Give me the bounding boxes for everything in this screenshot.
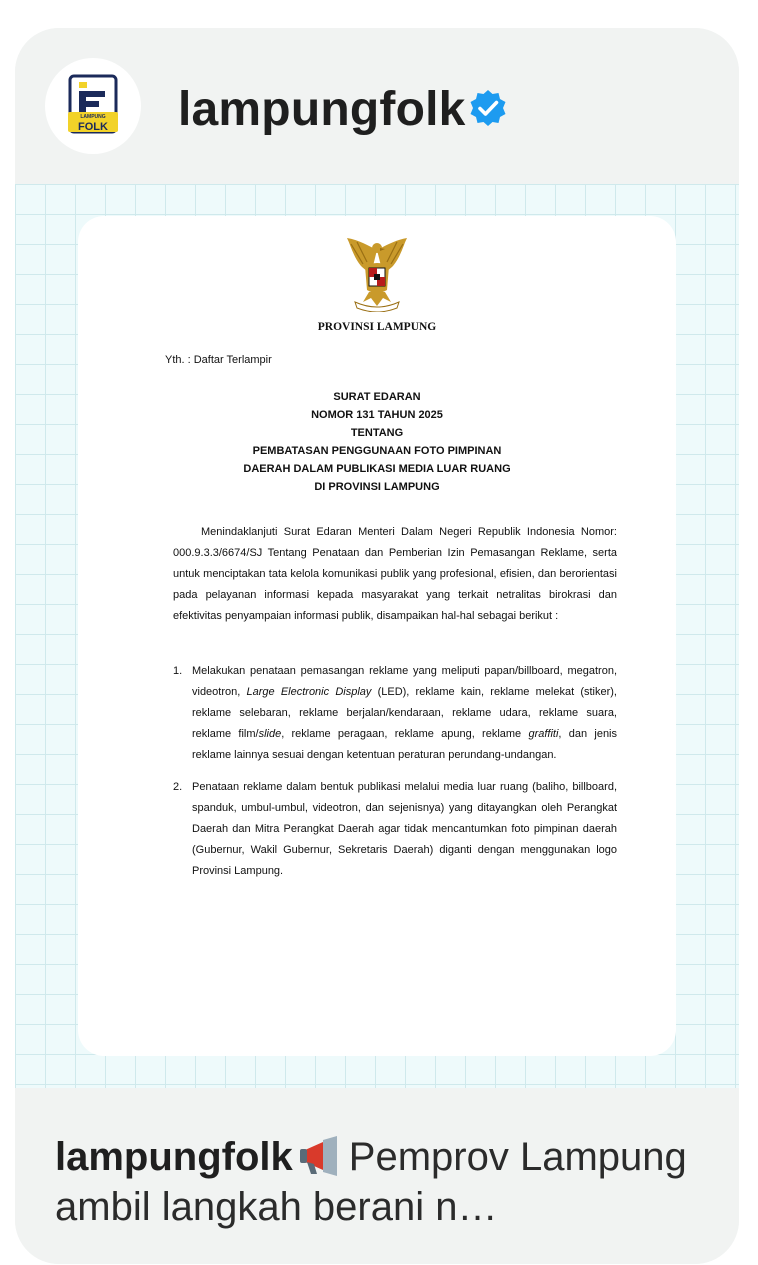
- verified-badge-icon: [468, 88, 508, 128]
- caption-text: [55, 1132, 715, 1232]
- document-title: [78, 388, 676, 496]
- title-line: NOMOR 131 TAHUN 2025: [311, 409, 443, 421]
- list-item-italic: graffiti: [528, 728, 559, 740]
- list-item-text: (LED), reklame kain, reklame melekat (stiker), reklame selebaran, reklame berjalan/kendaraan, reklame udara, reklame suara, reklame film/: [192, 686, 617, 740]
- list-item-text: , dan jenis reklame lainnya sesuai dengan ketentuan peraturan perundang-undangan.: [192, 728, 618, 761]
- avatar[interactable]: [45, 58, 141, 154]
- title-line: PEMBATASAN PENGGUNAAN FOTO PIMPINAN: [252, 445, 502, 457]
- title-line: SURAT EDARAN: [333, 391, 421, 403]
- list-item-italic: Large Electronic Display: [246, 686, 372, 698]
- numbered-list: [173, 661, 617, 893]
- lampungfolk-logo-icon: [67, 74, 119, 134]
- megaphone-icon: [297, 1136, 343, 1176]
- list-item-number: 1.: [173, 665, 183, 677]
- post-header: [15, 28, 739, 184]
- caption-body: Pemprov Lampung ambil langkah berani n…: [55, 1135, 687, 1229]
- province-header: PROVINSI LAMPUNG: [317, 321, 437, 333]
- list-item: [173, 777, 617, 882]
- garuda-emblem-icon: [341, 236, 413, 312]
- list-item-italic: slide: [258, 728, 282, 740]
- logo-text-bottom: FOLK: [78, 121, 108, 133]
- title-line: DAERAH DALAM PUBLIKASI MEDIA LUAR RUANG: [243, 463, 511, 475]
- logo-text-top: LAMPUNG: [80, 114, 106, 120]
- title-line: TENTANG: [350, 427, 404, 439]
- addressee-line: Yth. : Daftar Terlampir: [165, 354, 272, 366]
- post-image[interactable]: [15, 184, 739, 1088]
- intro-paragraph: Menindaklanjuti Surat Edaran Menteri Dalam Negeri Republik Indonesia Nomor: 000.9.3.3/6674/SJ Tentang Penataan dan Pemberian Izin Pemasangan Reklame, serta untuk menciptakan tata kelola komunikasi publik yang profesional, efisien, dan berorientasi pada pelayanan informasi kepada masyarakat yang terkait netralitas birokrasi dan efektivitas penyampaian informasi publik, disampaikan hal-hal sebagai berikut :: [173, 526, 617, 622]
- document-page: [78, 216, 676, 1056]
- post-card[interactable]: [15, 28, 739, 1264]
- list-item-text: Melakukan penataan pemasangan reklame yang meliputi papan/billboard, megatron, videotron,: [192, 665, 617, 698]
- list-item-text: Penataan reklame dalam bentuk publikasi melalui media luar ruang (baliho, billboard, spanduk, umbul-umbul, videotron, dan sejenisnya) yang ditayangkan oleh Perangkat Daerah dan Mitra Perangkat Daerah agar tidak mencantumkan foto pimpinan daerah (Gubernur, Wakil Gubernur, Sekretaris Daerah) diganti dengan menggunakan logo Provinsi Lampung.: [192, 781, 617, 877]
- title-line: DI PROVINSI LAMPUNG: [314, 481, 440, 493]
- profile-username[interactable]: lampungfolk: [178, 83, 466, 136]
- list-item-text: , reklame peragaan, reklame apung, reklame: [281, 728, 529, 740]
- post-caption[interactable]: [15, 1088, 739, 1264]
- caption-username[interactable]: lampungfolk: [55, 1135, 293, 1179]
- list-item: [173, 661, 617, 766]
- list-item-number: 2.: [173, 781, 183, 793]
